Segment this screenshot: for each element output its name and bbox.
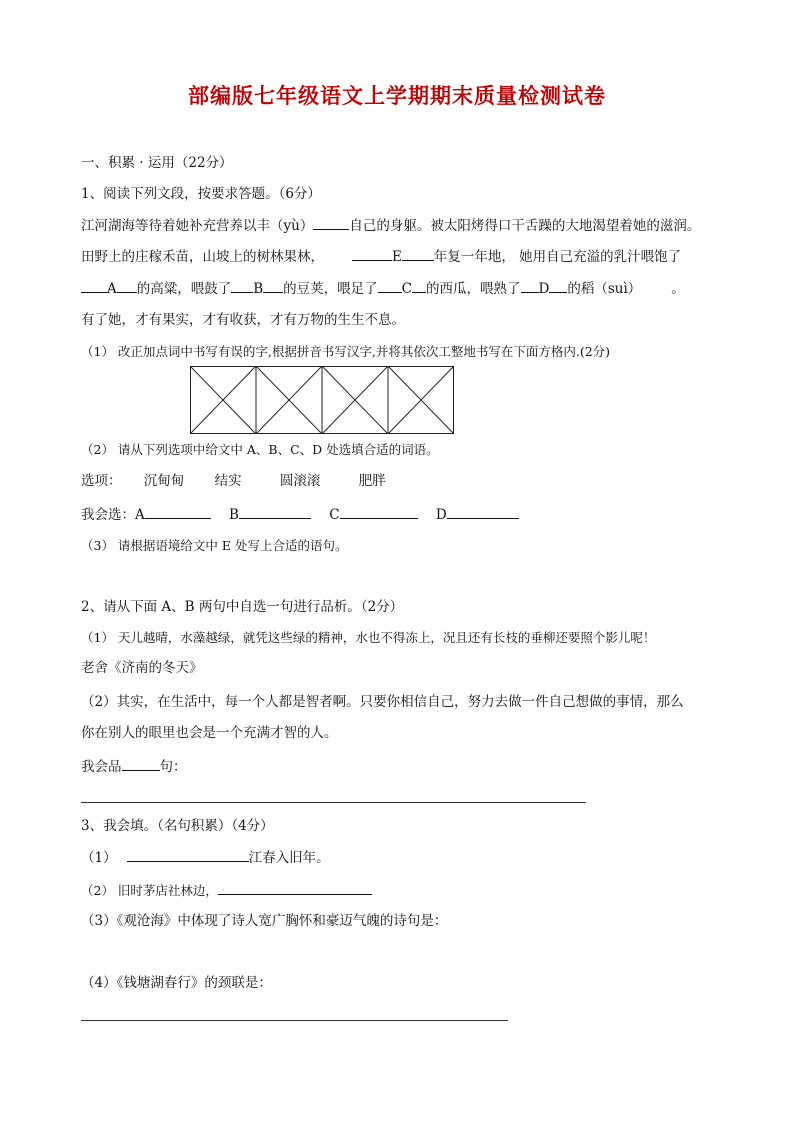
pin-suffix: 句：: [159, 759, 187, 775]
choose-c-label: C: [329, 507, 340, 523]
sentence-a: （1） 天儿越晴，水藻越绿，就凭这些绿的精神，水也不得冻上，况且还有长枝的垂柳还要照个影儿呢！: [81, 630, 656, 645]
choose-row: [81, 505, 519, 524]
blank-label-b: B: [253, 281, 264, 297]
pin-blank[interactable]: [122, 757, 160, 771]
answer-blank-e-left[interactable]: [352, 247, 392, 261]
choose-b-label: B: [229, 507, 239, 523]
subquestion-1: （1） 改正加点词中书写有误的字,根据拼音书写汉字,并将其依次工整地书写在下面方格内.(2分): [81, 344, 611, 359]
choose-b-blank[interactable]: [239, 505, 311, 519]
fill-blank-2[interactable]: [218, 881, 372, 895]
subquestion-2: （2） 请从下列选项中给文中 A、B、C、D 处选填合适的词语。: [81, 442, 439, 457]
passage-text: 的高粱，喂鼓了: [136, 281, 232, 297]
answer-blank-d-right[interactable]: [549, 279, 567, 293]
choose-label: 我会选：: [81, 507, 135, 523]
blank-label-a: A: [107, 281, 117, 297]
option-item: 沉甸甸: [143, 473, 185, 489]
passage-text: 的稻（suì）: [567, 281, 642, 297]
options-label: 选项：: [81, 473, 122, 489]
passage-line-1: [81, 216, 700, 235]
fill-item-3: （3）《观沧海》中体现了诗人宽广胸怀和豪迈气魄的诗句是：: [81, 913, 448, 929]
passage-text: 的西瓜，喂熟了: [426, 281, 521, 297]
answer-blank-c-right[interactable]: [412, 279, 426, 293]
passage-text: 江河湖海等待着她补充营养以丰（yù）: [81, 218, 314, 234]
option-item: 肥胖: [358, 473, 386, 489]
passage-line-2: [81, 247, 681, 266]
answer-line[interactable]: [81, 1020, 508, 1021]
answer-blank-a-left[interactable]: [81, 279, 107, 293]
fill-blank-1[interactable]: [127, 848, 249, 862]
passage-text: 自己的身躯。被太阳烤得口干舌躁的大地渴望着她的滋润。: [349, 218, 701, 234]
sentence-a-source: 老舍《济南的冬天》: [81, 660, 203, 676]
pin-label: 我会品: [81, 759, 122, 775]
sentence-b-line-2: 你在别人的眼里也会是一个充满才智的人。: [81, 725, 338, 741]
passage-text: 田野上的庄稼禾苗，山坡上的树林果林，: [81, 249, 324, 265]
choose-a-label: A: [135, 507, 145, 523]
pin-row: [81, 757, 187, 776]
blank-label-d: D: [538, 281, 550, 297]
question-1-heading: 1、阅读下列文段，按要求答题。（6分）: [81, 186, 321, 202]
passage-text: 的豆荚，喂足了: [283, 281, 378, 297]
answer-blank-b-right[interactable]: [263, 279, 283, 293]
choose-d-blank[interactable]: [447, 505, 519, 519]
choose-c-blank[interactable]: [340, 505, 418, 519]
option-item: 圆滚滚: [279, 473, 321, 489]
fill-item-text: （2） 旧时茅店社林边，: [81, 883, 218, 898]
answer-blank-d-left[interactable]: [521, 279, 539, 293]
answer-blank-a-right[interactable]: [117, 279, 137, 293]
fill-item-text: 江春入旧年。: [248, 850, 330, 866]
choose-a-blank[interactable]: [145, 505, 211, 519]
question-2-heading: 2、请从下面 A、B 两句中自选一句进行品析。（2分）: [81, 599, 404, 615]
subquestion-3: （3） 请根据语境给文中 E 处写上合适的语句。: [81, 538, 348, 553]
section-heading: 一、积累 · 运用（22分）: [81, 155, 233, 171]
question-3-heading: 3、我会填。（名句积累）（4分）: [81, 818, 274, 834]
passage-text: 年复一年地， 她用自己充溢的乳汁喂饱了: [433, 249, 682, 265]
answer-blank[interactable]: [313, 216, 349, 230]
fill-item-2: [81, 881, 372, 900]
passage-line-4: 有了她，才有果实，才有收获，才有万物的生生不息。: [81, 312, 405, 328]
page-title: 部编版七年级语文上学期期末质量检测试卷: [188, 84, 606, 108]
passage-text: 。: [671, 281, 685, 297]
choose-d-label: D: [435, 507, 447, 523]
answer-line[interactable]: [81, 802, 586, 803]
sentence-b-line-1: （2）其实，在生活中，每一个人都是智者啊。只要你相信自己，努力去做一件自己想做的事情，那么: [81, 694, 684, 710]
passage-line-3: [81, 279, 685, 298]
answer-blank-b-left[interactable]: [231, 279, 253, 293]
writing-grid[interactable]: [190, 366, 454, 434]
option-item: 结实: [214, 473, 242, 489]
fill-item-1: [81, 848, 330, 867]
blank-label-c: C: [401, 281, 413, 297]
options-row: [81, 472, 386, 490]
fill-item-prefix: （1）: [81, 850, 117, 866]
answer-blank-e-right[interactable]: [402, 247, 434, 261]
fill-item-4: （4）《钱塘湖春行》的颈联是：: [81, 975, 272, 991]
blank-label-e: E: [392, 249, 402, 265]
answer-blank-c-left[interactable]: [378, 279, 402, 293]
